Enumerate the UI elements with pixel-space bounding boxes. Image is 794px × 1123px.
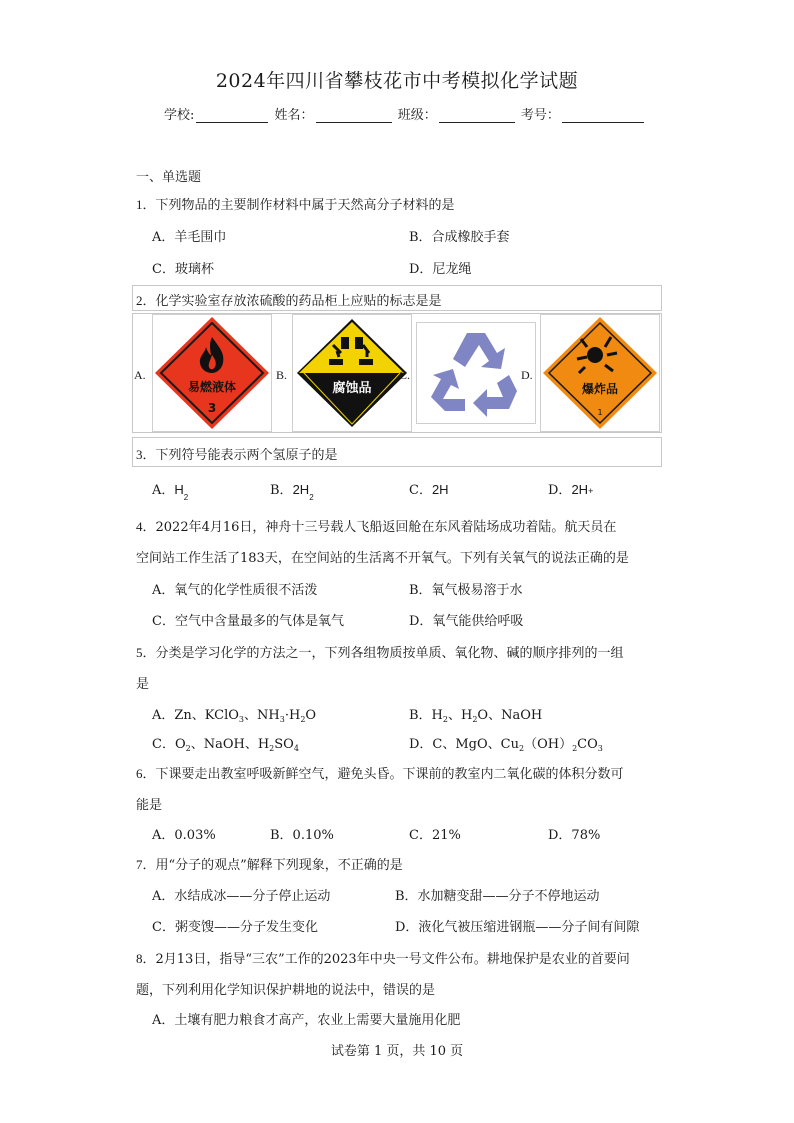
- formula-subscript: 2: [472, 715, 478, 724]
- q4-option-a[interactable]: A．氧气的化学性质很不活泼: [152, 583, 318, 598]
- q2-option-c-image[interactable]: [416, 322, 536, 424]
- question-text: 分类是学习化学的方法之一，下列各组物质按单质、氧化物、碱的顺序排列的一组: [155, 646, 624, 661]
- sign-b-text: 腐蚀品: [332, 381, 372, 396]
- q7-option-b[interactable]: B．水加糖变甜——分子不停地运动: [395, 889, 600, 904]
- school-label: 学校:: [164, 108, 195, 123]
- formula-subscript: 2: [309, 493, 314, 502]
- question-6-line-2: 能是: [136, 798, 163, 813]
- question-number: 2．: [136, 293, 156, 308]
- q2-option-c-label[interactable]: C.: [399, 368, 411, 382]
- formula: 2H: [571, 482, 589, 497]
- question-4-line-2: 空间站工作生活了183天，在空间站的生活离不开氧气。下列有关氧气的说法正确的是: [136, 551, 629, 566]
- formula-part: O: [305, 708, 317, 723]
- formula-part: D．C、MgO、Cu: [409, 737, 519, 752]
- q1-option-b[interactable]: B．合成橡胶手套: [409, 230, 510, 245]
- formula-subscript: 2: [300, 715, 306, 724]
- q8-option-a[interactable]: A．土壤有肥力粮食才高产，农业上需要大量施用化肥: [152, 1013, 461, 1028]
- question-7: [136, 854, 403, 873]
- q5-option-d[interactable]: [409, 733, 603, 753]
- number-label: 考号：: [520, 108, 560, 123]
- question-6-line-1: [136, 763, 624, 782]
- question-text: 用“分子的观点”解释下列现象，不正确的是: [155, 858, 403, 873]
- q2-option-b-image[interactable]: [292, 314, 412, 432]
- question-3: [136, 444, 338, 463]
- recycle-sign-icon: [417, 323, 535, 423]
- question-text: 2月13日，指导“三农”工作的2023年中央一号文件公布。耕地保护是农业的首要问: [155, 952, 630, 967]
- sign-d-text: 爆炸品: [581, 382, 619, 396]
- class-blank[interactable]: [439, 108, 515, 123]
- formula-subscript: 3: [597, 744, 603, 753]
- class-label: 班级：: [397, 108, 437, 123]
- name-label: 姓名：: [274, 108, 314, 123]
- q2-option-a-image[interactable]: [152, 314, 272, 432]
- formula-subscript: 2: [269, 744, 275, 753]
- question-number: 3．: [136, 447, 156, 462]
- formula-subscript: 3: [238, 715, 245, 724]
- question-number: 7．: [136, 857, 156, 872]
- formula: 2H: [431, 482, 449, 497]
- formula-part: O、NaOH: [477, 708, 543, 723]
- q2-option-b-label[interactable]: B.: [276, 368, 288, 382]
- question-5-line-2: 是: [136, 677, 150, 692]
- formula-subscript: 3: [279, 715, 285, 724]
- question-2: [136, 290, 442, 309]
- formula-subscript: 2: [185, 744, 191, 753]
- q5-option-a[interactable]: [152, 704, 316, 724]
- formula-part: C．O: [152, 737, 186, 752]
- formula-part: ·H: [284, 708, 301, 723]
- q7-option-c[interactable]: C．粥变馊——分子发生变化: [152, 920, 318, 935]
- question-number: 1．: [136, 197, 156, 212]
- option-prefix: B．: [270, 483, 293, 498]
- option-prefix: D．: [548, 483, 572, 498]
- formula-subscript: 2: [442, 715, 448, 724]
- q3-option-d[interactable]: [548, 479, 593, 498]
- sign-a-number: 3: [207, 401, 217, 415]
- q2-option-a-label[interactable]: A.: [134, 368, 146, 382]
- formula-part: 、NaOH、H: [190, 737, 270, 752]
- formula-subscript: 2: [183, 493, 189, 502]
- formula-part: SO: [274, 737, 294, 752]
- question-text: 下列符号能表示两个氢原子的是: [155, 448, 338, 463]
- formula-part: 、NH: [244, 708, 280, 723]
- formula: 2H: [292, 482, 310, 497]
- option-prefix: C．: [409, 483, 432, 498]
- q6-option-a[interactable]: A．0.03%: [152, 828, 216, 843]
- formula-subscript: 2: [572, 744, 578, 753]
- sign-d-number: 1: [597, 408, 603, 417]
- question-text: 下课要走出教室呼吸新鲜空气，避免头昏。下课前的教室内二氧化碳的体积分数可: [155, 767, 624, 782]
- question-8-line-2: 题，下列利用化学知识保护耕地的说法中，错误的是: [136, 983, 436, 998]
- section-heading: 一、单选题: [136, 170, 202, 185]
- formula-superscript: +: [588, 486, 594, 496]
- question-1: [136, 194, 455, 213]
- formula-subscript: 2: [518, 744, 525, 753]
- name-blank[interactable]: [316, 108, 392, 123]
- formula-subscript: 4: [293, 744, 299, 753]
- student-info-line: [164, 104, 646, 123]
- q1-option-a[interactable]: A．羊毛围巾: [152, 230, 227, 245]
- q4-option-d[interactable]: D．氧气能供给呼吸: [409, 614, 524, 629]
- q2-option-d-image[interactable]: [540, 314, 660, 432]
- formula-part: 、H: [447, 708, 473, 723]
- q4-option-b[interactable]: B．氧气极易溶于水: [409, 583, 523, 598]
- question-8-line-1: [136, 948, 630, 967]
- q6-option-b[interactable]: B．0.10%: [270, 828, 334, 843]
- q7-option-d[interactable]: D．液化气被压缩进钢瓶——分子间有间隙: [395, 920, 640, 935]
- question-text: 化学实验室存放浓硫酸的药品柜上应贴的标志是是: [155, 294, 442, 309]
- number-blank[interactable]: [562, 108, 644, 123]
- question-5-line-1: [136, 642, 624, 661]
- page-footer: 试卷第 1 页，共 10 页: [330, 1044, 464, 1059]
- sign-a-text: 易燃液体: [187, 380, 237, 394]
- q4-option-c[interactable]: C．空气中含量最多的气体是氧气: [152, 614, 344, 629]
- q6-option-d[interactable]: D．78%: [548, 828, 601, 843]
- q3-option-c[interactable]: [409, 479, 449, 498]
- q7-option-a[interactable]: A．水结成冰——分子停止运动: [152, 889, 331, 904]
- q1-option-c[interactable]: C．玻璃杯: [152, 262, 214, 277]
- q2-option-d-label[interactable]: D.: [521, 368, 533, 382]
- formula-part: A．Zn、KClO: [152, 708, 239, 723]
- corrosive-sign-icon: [293, 315, 411, 431]
- q5-option-b[interactable]: [409, 704, 542, 724]
- question-number: 5．: [136, 645, 156, 660]
- q3-option-a[interactable]: [152, 479, 188, 502]
- q6-option-c[interactable]: C．21%: [409, 828, 461, 843]
- question-text: 下列物品的主要制作材料中属于天然高分子材料的是: [155, 198, 455, 213]
- option-prefix: A．: [152, 483, 175, 498]
- explosive-sign-icon: [541, 315, 659, 431]
- formula-part: CO: [577, 737, 598, 752]
- q1-option-d[interactable]: D．尼龙绳: [409, 262, 472, 277]
- formula-part: （OH）: [524, 737, 573, 752]
- q3-option-b[interactable]: [270, 479, 314, 502]
- flammable-liquid-sign-icon: [153, 315, 271, 431]
- page-title: 2024年四川省攀枝花市中考模拟化学试题: [215, 70, 579, 92]
- school-blank[interactable]: [196, 108, 268, 123]
- formula-part: B．H: [409, 708, 443, 723]
- q5-option-c[interactable]: [152, 733, 299, 753]
- question-number: 6．: [136, 766, 156, 781]
- question-number: 8．: [136, 951, 156, 966]
- question-4-line-1: [136, 516, 616, 535]
- question-number: 4．: [136, 519, 156, 534]
- question-text: 2022年4月16日，神舟十三号载人飞船返回舱在东风着陆场成功着陆。航天员在: [155, 520, 617, 535]
- formula: H: [174, 482, 184, 497]
